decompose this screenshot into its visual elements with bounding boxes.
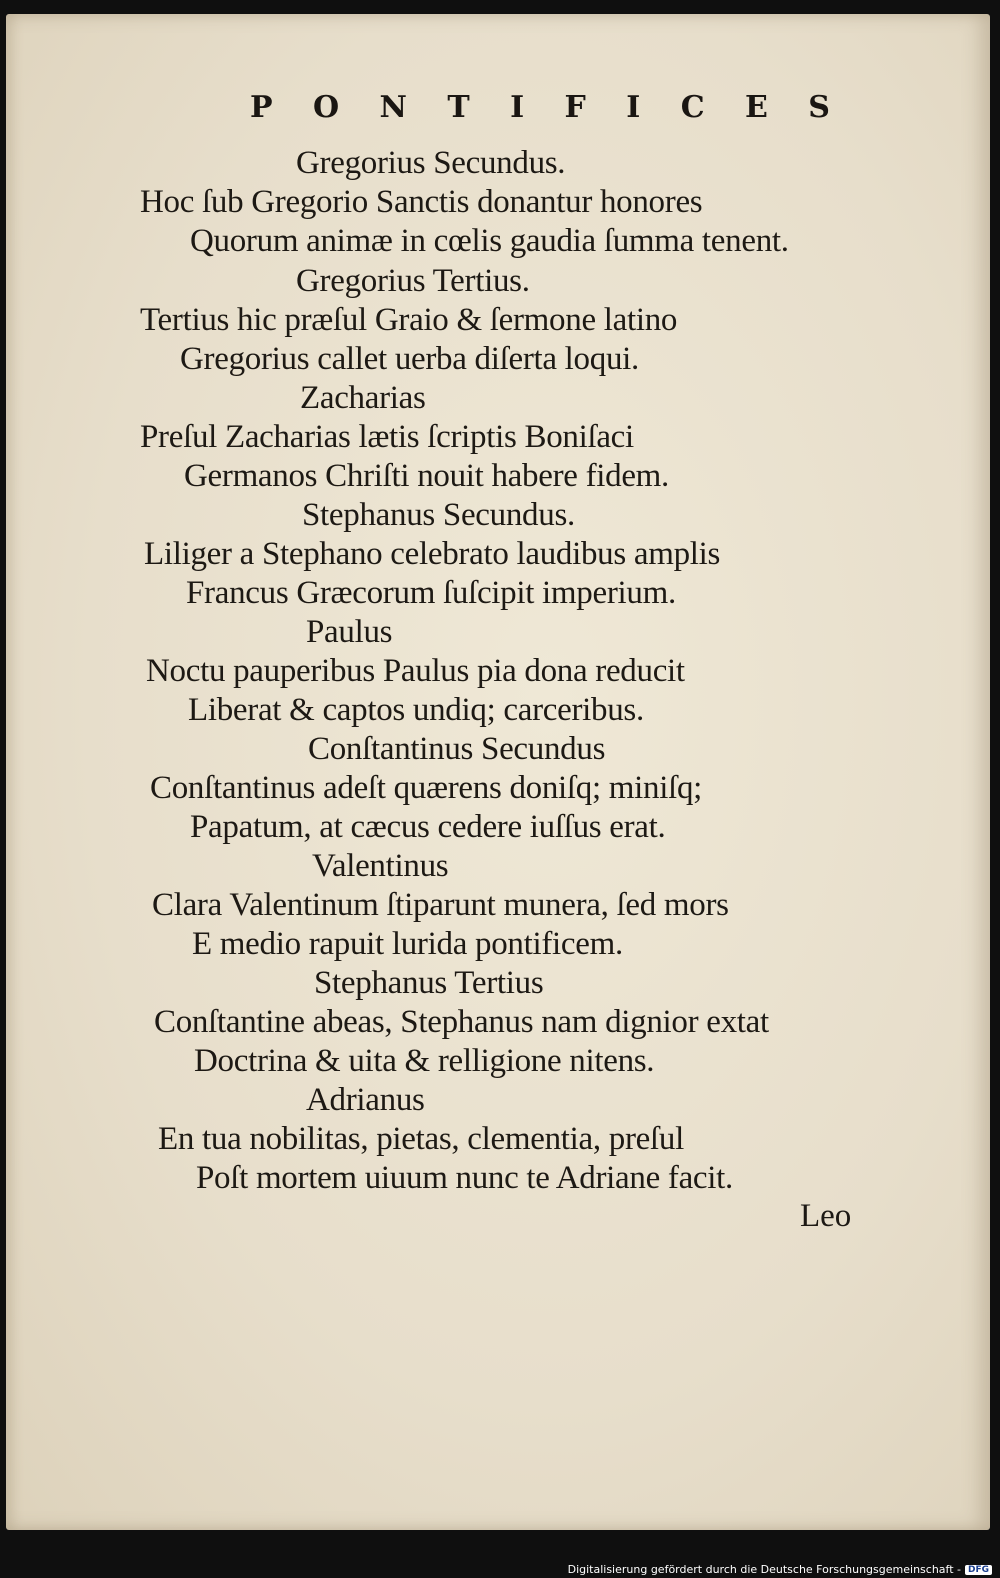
verse-line: Doctrina & uita & relligione nitens. — [194, 1043, 655, 1079]
verse-line: Quorum animæ in cœlis gaudia ſumma tenent. — [190, 223, 789, 259]
pope-heading: Stephanus Tertius — [314, 965, 544, 1001]
verse-line: Preſul Zacharias lætis ſcriptis Boniſaci — [140, 419, 634, 455]
running-head-letter: S — [808, 90, 830, 125]
verse-line: Gregorius callet uerba diſerta loqui. — [180, 341, 639, 377]
verse-line: Francus Græcorum ſuſcipit imperium. — [186, 575, 676, 611]
pope-heading: Gregorius Tertius. — [296, 263, 530, 299]
pope-heading: Stephanus Secundus. — [302, 497, 575, 533]
pope-heading: Conſtantinus Secundus — [308, 731, 606, 767]
pope-heading: Adrianus — [306, 1082, 425, 1118]
pope-heading: Zacharias — [300, 380, 426, 416]
verse-line: Clara Valentinum ſtiparunt munera, ſed mors — [152, 887, 729, 923]
verse-line: Tertius hic præſul Graio & ſermone latino — [140, 302, 678, 338]
running-head-letter: E — [745, 90, 768, 125]
verse-line: En tua nobilitas, pietas, clementia, preſul — [158, 1121, 684, 1157]
running-head-letter: O — [312, 90, 340, 125]
running-head-letter: I — [626, 90, 641, 125]
running-head-letter: N — [379, 90, 407, 125]
verse-line: Hoc ſub Gregorio Sanctis donantur honores — [140, 184, 703, 220]
digitization-credit — [568, 1563, 992, 1576]
credit-text: Digitalisierung gefördert durch die Deutsche Forschungsgemeinschaft - — [567, 1563, 961, 1576]
running-head — [250, 90, 830, 125]
pope-heading: Gregorius Secundus. — [296, 145, 566, 181]
running-head-letter: F — [564, 90, 586, 125]
verse-line: Conſtantine abeas, Stephanus nam dignior extat — [154, 1004, 769, 1040]
verse-line: Liberat & captos undiq; carceribus. — [188, 692, 644, 728]
verse-line: Noctu pauperibus Paulus pia dona reducit — [146, 653, 685, 689]
catchword: Leo — [800, 1198, 852, 1234]
verse-line: Liliger a Stephano celebrato laudibus amplis — [144, 536, 721, 572]
pope-heading: Paulus — [306, 614, 393, 650]
verse-line: E medio rapuit lurida pontificem. — [192, 926, 623, 962]
running-head-letter: P — [250, 90, 273, 125]
running-head-letter: T — [447, 90, 470, 125]
verse-line: Conſtantinus adeſt quærens doniſq; miniſq; — [150, 770, 703, 806]
pope-heading: Valentinus — [312, 848, 449, 884]
verse-line: Papatum, at cæcus cedere iuſſus erat. — [190, 809, 666, 845]
verse-line: Germanos Chriſti nouit habere fidem. — [184, 458, 669, 494]
dfg-logo-icon: DFG — [965, 1565, 992, 1575]
verse-line: Poſt mortem uiuum nunc te Adriane facit. — [196, 1160, 733, 1196]
running-head-letter: C — [680, 90, 705, 125]
running-head-letter: I — [510, 90, 525, 125]
